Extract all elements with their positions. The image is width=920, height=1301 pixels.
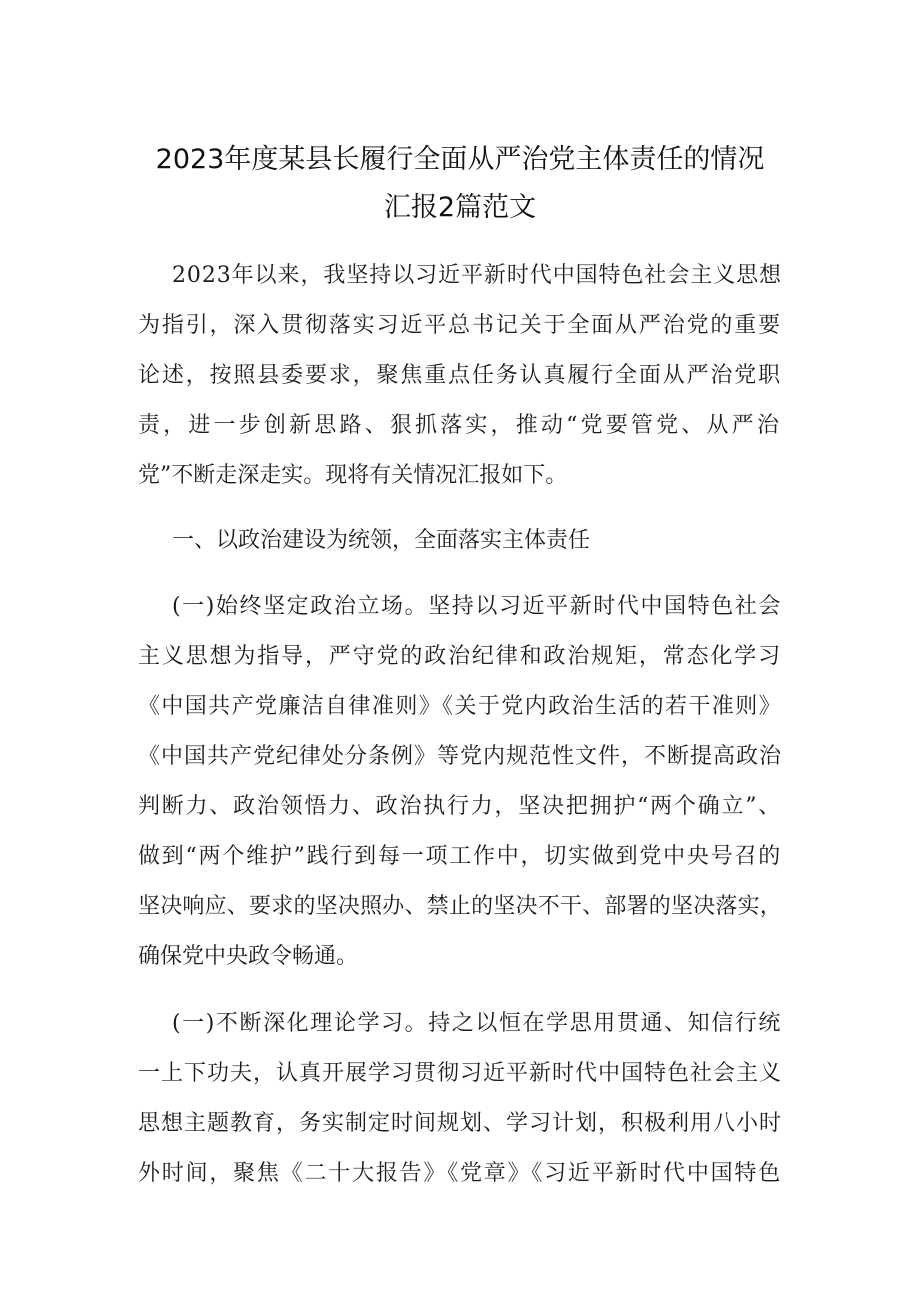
section-1-line-8: 确保党中央政令畅通。	[138, 944, 359, 969]
section-1-line-6: 做到“两个维护”践行到每一项工作中，切实做到党中央号召的	[138, 844, 782, 869]
document-title-line-2: 汇报2篇范文	[383, 192, 537, 223]
intro-line-4: 责，进一步创新思路、狠抓落实，推动“党要管党、从严治	[138, 413, 782, 438]
section-1-line-1: (一)始终坚定政治立场。坚持以习近平新时代中国特色社会	[172, 594, 782, 619]
section-2-line-1: (一)不断深化理论学习。持之以恒在学思用贯通、知信行统	[172, 1011, 782, 1036]
section-2-line-3: 思想主题教育，务实制定时间规划、学习计划，积极利用八小时	[138, 1111, 782, 1136]
intro-line-2: 为指引，深入贯彻落实习近平总书记关于全面从严治党的重要	[138, 313, 782, 338]
intro-line-5: 党”不断走深走实。现将有关情况汇报如下。	[138, 463, 568, 488]
section-2-line-4: 外时间，聚焦《二十大报告》《党章》《习近平新时代中国特色	[138, 1161, 782, 1186]
section-1-line-2: 主义思想为指导，严守党的政治纪律和政治规矩，常态化学习	[138, 644, 782, 669]
section-heading-1: 一、以政治建设为统领，全面落实主体责任	[172, 528, 591, 553]
intro-line-1: 2023年以来，我坚持以习近平新时代中国特色社会主义思想	[172, 263, 782, 288]
section-1-line-3: 《中国共产党廉洁自律准则》《关于党内政治生活的若干准则》	[138, 694, 782, 719]
document-title-line-1: 2023年度某县长履行全面从严治党主体责任的情况	[155, 144, 765, 175]
section-1-line-7: 坚决响应、要求的坚决照办、禁止的坚决不干、部署的坚决落实，	[138, 894, 782, 919]
section-1-line-4: 《中国共产党纪律处分条例》等党内规范性文件，不断提高政治	[138, 744, 782, 769]
section-1-line-5: 判断力、政治领悟力、政治执行力，坚决把拥护“两个确立”、	[138, 794, 782, 819]
intro-line-3: 论述，按照县委要求，聚焦重点任务认真履行全面从严治党职	[138, 363, 782, 388]
section-2-line-2: 一上下功夫，认真开展学习贯彻习近平新时代中国特色社会主义	[138, 1061, 782, 1086]
